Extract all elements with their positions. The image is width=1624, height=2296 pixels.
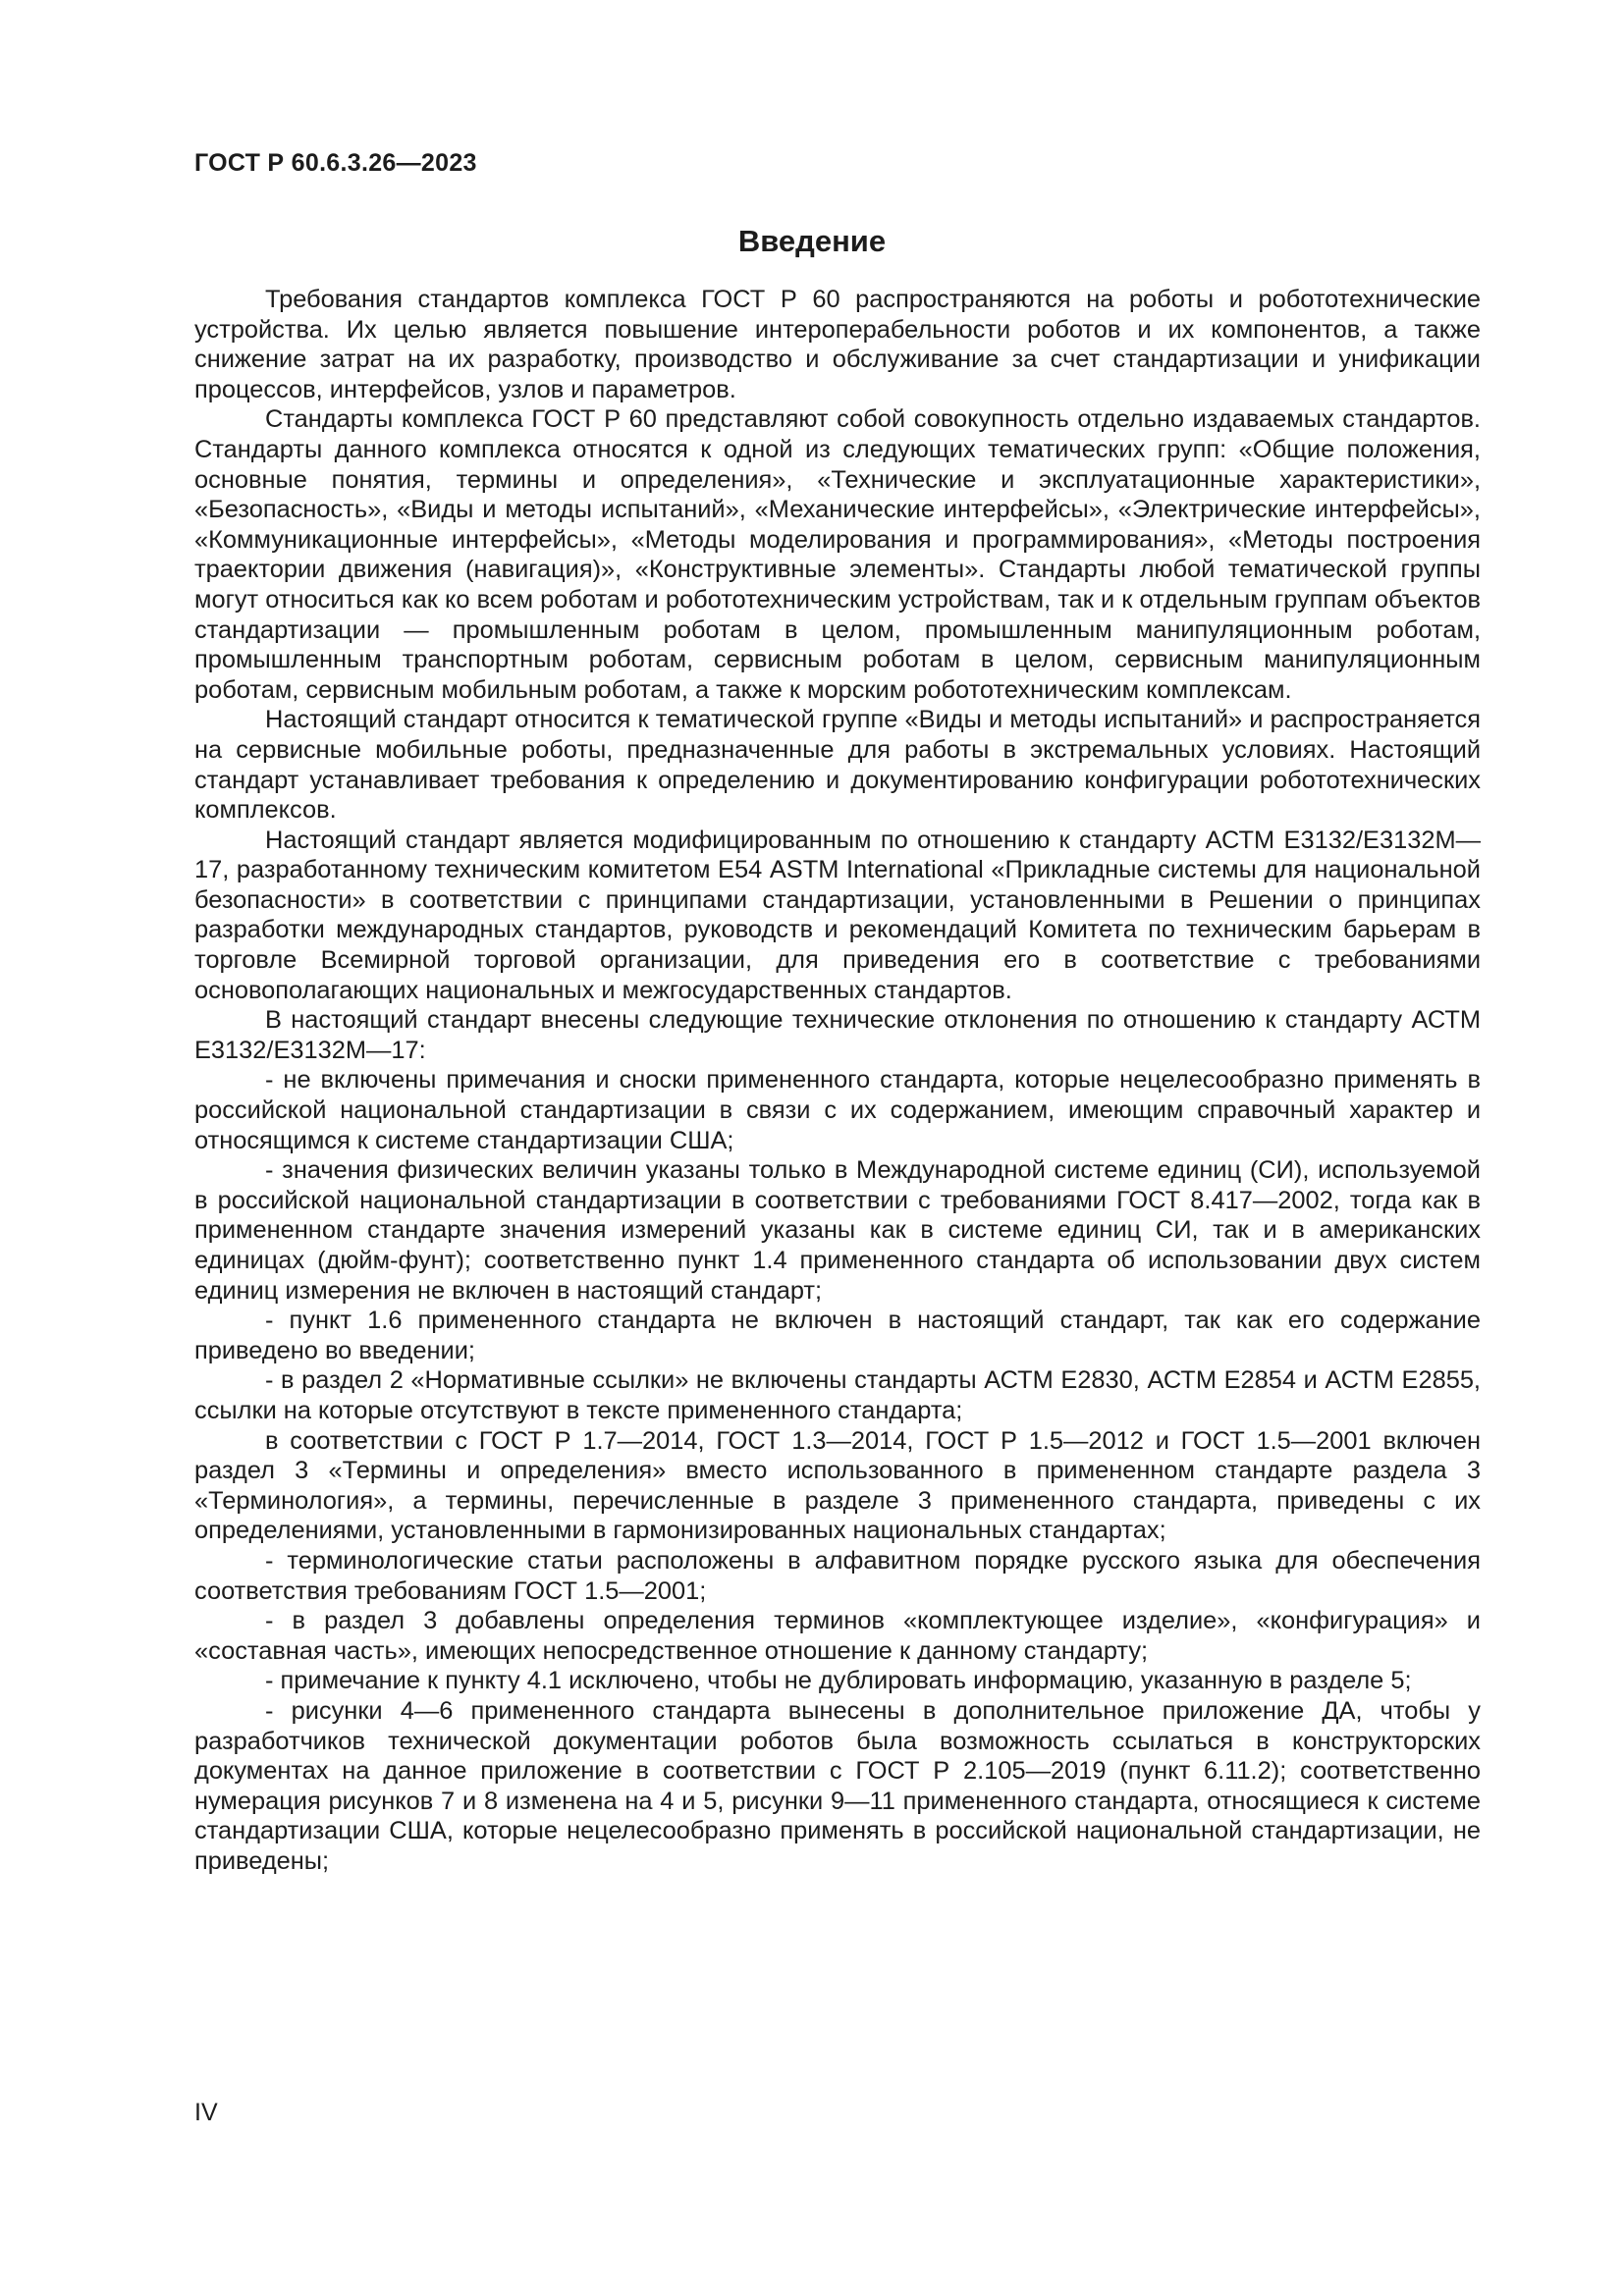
list-item: - рисунки 4—6 примененного стандарта вынесены в дополнительное приложение ДА, чтобы у разработчиков технической документации роботов была возможность ссылаться в конструкторских документах на данное приложение в соответствии с ГОСТ Р 2.105—2019 (пункт 6.11.2); соответственно нумерация рисунков 7 и 8 изменена на 4 и 5, рисунки 9—11 примененного стандарта, относящиеся к системе стандартизации США, которые нецелесообразно применять в российской национальной стандартизации, не приведены; xyxy=(194,1696,1481,1875)
list-item: - примечание к пункту 4.1 исключено, чтобы не дублировать информацию, указанную в разделе 5; xyxy=(265,1667,1412,1695)
paragraph: Требования стандартов комплекса ГОСТ Р 60 распространяются на роботы и робототехнические устройства. Их целью является повышение интероперабельности роботов и их компонентов, а также снижение затрат на их разработку, производство и обслуживание за счет стандартизации и унификации процессов, интерфейсов, узлов и параметров. xyxy=(194,286,1481,403)
list-item: - в раздел 2 «Нормативные ссылки» не включены стандарты АСТМ Е2830, АСТМ Е2854 и АСТМ Е2855, ссылки на которые отсутствуют в тексте примененного стандарта; xyxy=(194,1366,1481,1424)
paragraph: В настоящий стандарт внесены следующие технические отклонения по отношению к стандарту АСТМ Е3132/Е3132М—17: xyxy=(194,1006,1481,1064)
body-text xyxy=(194,285,1481,1876)
section-title: Введение xyxy=(737,224,887,258)
list-item: - значения физических величин указаны только в Международной системе единиц (СИ), используемой в российской национальной стандартизации в соответствии с требованиями ГОСТ 8.417—2002, тогда как в примененном стандарте значения измерений указаны как в системе единиц СИ, так и в американских единицах (дюйм-фунт); соответственно пункт 1.4 примененного стандарта об использовании двух систем единиц измерения не включен в настоящий стандарт; xyxy=(194,1156,1481,1305)
paragraph: Настоящий стандарт относится к тематической группе «Виды и методы испытаний» и распространяется на сервисные мобильные роботы, предназначенные для работы в экстремальных условиях. Настоящий стандарт устанавливает требования к определению и документированию конфигурации робототехнических комплексов. xyxy=(194,706,1481,825)
paragraph: Настоящий стандарт является модифицированным по отношению к стандарту АСТМ Е3132/Е3132М—17, разработанному техническим комитетом Е54 ASTM International «Прикладные системы для национальной безопасности» в соответствии с принципами стандартизации, установленными в Решении о принципах разработки международных стандартов, руководств и рекомендаций Комитета по техническим барьерам в торговле Всемирной торговой организации, для приведения его в соответствие с требованиями основополагающих национальных и межгосударственных стандартов. xyxy=(194,826,1481,1004)
list-item: - пункт 1.6 примененного стандарта не включен в настоящий стандарт, так как его содержание приведено во введении; xyxy=(194,1307,1481,1364)
page-number: IV xyxy=(194,2099,218,2126)
paragraph: Стандарты комплекса ГОСТ Р 60 представляют собой совокупность отдельно издаваемых стандартов. Стандарты данного комплекса относятся к одной из следующих тематических групп: «Общие положения, основные понятия, термины и определения», «Технические и эксплуатационные характеристики», «Безопасность», «Виды и методы испытаний», «Механические интерфейсы», «Электрические интерфейсы», «Коммуникационные интерфейсы», «Методы моделирования и программирования», «Методы построения траектории движения (навигация)», «Конструктивные элементы». Стандарты любой тематической группы могут относиться как ко всем роботам и робототехническим устройствам, так и к отдельным группам объектов стандартизации — промышленным роботам в целом, промышленным манипуляционным роботам, промышленным транспортным роботам, сервисным роботам в целом, сервисным манипуляционным роботам, сервисным мобильным роботам, а также к морским робототехническим комплексам. xyxy=(194,405,1481,704)
list-item: - не включены примечания и сноски примененного стандарта, которые нецелесообразно применять в российской национальной стандартизации в связи с их содержанием, имеющим справочный характер и относящимся к системе стандартизации США; xyxy=(194,1066,1481,1154)
list-item: в соответствии с ГОСТ Р 1.7—2014, ГОСТ 1.3—2014, ГОСТ Р 1.5—2012 и ГОСТ 1.5—2001 включен раздел 3 «Термины и определения» вместо использованного в примененном стандарте раздела 3 «Терминология», а термины, перечисленные в разделе 3 примененного стандарта, приведены с их определениями, установленными в гармонизированных национальных стандартах; xyxy=(194,1426,1481,1545)
document-code: ГОСТ Р 60.6.3.26—2023 xyxy=(194,149,477,177)
list-item: - терминологические статьи расположены в алфавитном порядке русского языка для обеспечения соответствия требованиям ГОСТ 1.5—2001; xyxy=(194,1546,1481,1605)
list-item: - в раздел 3 добавлены определения терминов «комплектующее изделие», «конфигурация» и «составная часть», имеющих непосредственное отношение к данному стандарту; xyxy=(194,1607,1481,1665)
